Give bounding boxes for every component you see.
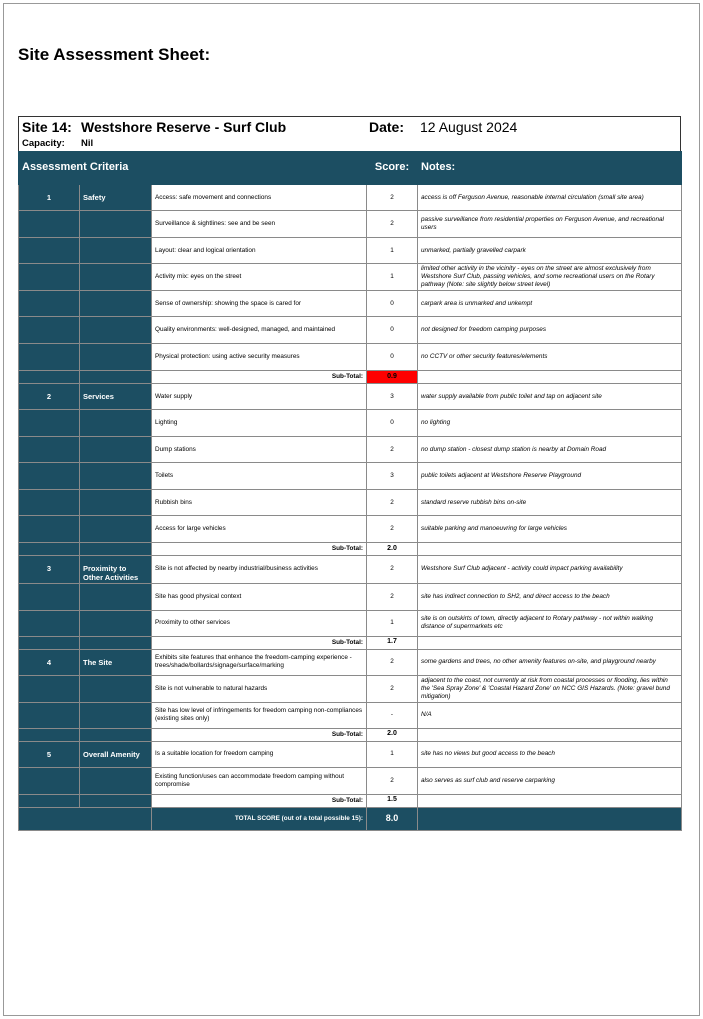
criterion-note: suitable parking and manoeuvring for large vehicles bbox=[418, 516, 682, 543]
table-row bbox=[19, 437, 682, 463]
table-row bbox=[19, 211, 682, 238]
subtotal-row bbox=[19, 543, 682, 556]
criterion-label: Physical protection: using active security measures bbox=[152, 344, 367, 371]
score-header: Score: bbox=[367, 152, 418, 185]
subtotal-row bbox=[19, 794, 682, 807]
section-number-spacer bbox=[19, 371, 80, 384]
criterion-score: 2 bbox=[367, 490, 418, 516]
section-number bbox=[19, 437, 80, 463]
table-row bbox=[19, 649, 682, 675]
criterion-label: Dump stations bbox=[152, 437, 367, 463]
section-category bbox=[80, 317, 152, 344]
section-category bbox=[80, 610, 152, 636]
section-category bbox=[80, 410, 152, 437]
section-number-spacer bbox=[19, 636, 80, 649]
section-category bbox=[80, 463, 152, 490]
criterion-score: 1 bbox=[367, 238, 418, 264]
table-row bbox=[19, 516, 682, 543]
section-number bbox=[19, 767, 80, 794]
criterion-note: no CCTV or other security features/elements bbox=[418, 344, 682, 371]
section-category-spacer bbox=[80, 543, 152, 556]
table-row bbox=[19, 556, 682, 584]
section-number bbox=[19, 344, 80, 371]
criterion-score: - bbox=[367, 702, 418, 728]
subtotal-note bbox=[418, 728, 682, 741]
capacity-label: Capacity: bbox=[22, 138, 65, 149]
criterion-label: Surveillance & sightlines: see and be seen bbox=[152, 211, 367, 238]
subtotal-value: 0.9 bbox=[367, 371, 418, 384]
criterion-label: Existing function/uses can accommodate freedom camping without compromise bbox=[152, 767, 367, 794]
section-number bbox=[19, 211, 80, 238]
criterion-score: 2 bbox=[367, 185, 418, 211]
criterion-note: site is on outskirts of town, directly adjacent to Rotary pathway - not within walking distance of supermarkets etc bbox=[418, 610, 682, 636]
section-number bbox=[19, 490, 80, 516]
criterion-score: 0 bbox=[367, 410, 418, 437]
criterion-note: some gardens and trees, no other amenity features on-site, and playground nearby bbox=[418, 649, 682, 675]
subtotal-note bbox=[418, 543, 682, 556]
subtotal-row bbox=[19, 371, 682, 384]
section-number: 3 bbox=[19, 556, 80, 584]
section-category: Services bbox=[80, 384, 152, 410]
criterion-label: Layout: clear and logical orientation bbox=[152, 238, 367, 264]
section-number bbox=[19, 410, 80, 437]
criterion-note: adjacent to the coast, not currently at risk from coastal processes or flooding, lies within the 'Sea Spray Zone' & 'Coastal Hazard Zone' on NCC GIS Hazards. (Note: gravel bund mitigation) bbox=[418, 675, 682, 702]
criterion-label: Lighting bbox=[152, 410, 367, 437]
section-number bbox=[19, 516, 80, 543]
subtotal-label: Sub-Total: bbox=[152, 543, 367, 556]
date-label: Date: bbox=[369, 119, 405, 135]
site-header bbox=[18, 116, 681, 138]
criterion-score: 3 bbox=[367, 384, 418, 410]
criterion-score: 2 bbox=[367, 583, 418, 610]
table-row bbox=[19, 675, 682, 702]
criterion-score: 2 bbox=[367, 437, 418, 463]
criterion-score: 3 bbox=[367, 463, 418, 490]
table-row bbox=[19, 490, 682, 516]
table-row bbox=[19, 463, 682, 490]
criterion-score: 2 bbox=[367, 516, 418, 543]
criterion-note: water supply available from public toilet and tap on adjacent site bbox=[418, 384, 682, 410]
section-category bbox=[80, 767, 152, 794]
table-row bbox=[19, 410, 682, 437]
subtotal-note bbox=[418, 794, 682, 807]
criterion-note: limited other activity in the vicinity - eyes on the street are almost exclusively from Westshore Surf Club, passing vehicles, and some recreational users on the Rotary pathway (Note: site slightly below street level) bbox=[418, 264, 682, 291]
section-number bbox=[19, 238, 80, 264]
section-number: 1 bbox=[19, 185, 80, 211]
table-row bbox=[19, 238, 682, 264]
section-category bbox=[80, 702, 152, 728]
criterion-note: N/A bbox=[418, 702, 682, 728]
section-category-spacer bbox=[80, 728, 152, 741]
criterion-note: site has no views but good access to the beach bbox=[418, 741, 682, 767]
table-row bbox=[19, 583, 682, 610]
criterion-note: no lighting bbox=[418, 410, 682, 437]
criterion-score: 2 bbox=[367, 767, 418, 794]
criterion-label: Site is not affected by nearby industrial/business activities bbox=[152, 556, 367, 584]
section-category bbox=[80, 291, 152, 317]
criterion-label: Sense of ownership: showing the space is cared for bbox=[152, 291, 367, 317]
criterion-note: carpark area is unmarked and unkempt bbox=[418, 291, 682, 317]
subtotal-row bbox=[19, 636, 682, 649]
criterion-label: Toilets bbox=[152, 463, 367, 490]
table-row bbox=[19, 264, 682, 291]
subtotal-label: Sub-Total: bbox=[152, 371, 367, 384]
table-row bbox=[19, 317, 682, 344]
site-label: Site 14: bbox=[22, 119, 72, 135]
total-note bbox=[418, 807, 682, 830]
criterion-score: 2 bbox=[367, 556, 418, 584]
section-category-spacer bbox=[80, 371, 152, 384]
subtotal-note bbox=[418, 636, 682, 649]
criterion-score: 1 bbox=[367, 264, 418, 291]
subtotal-label: Sub-Total: bbox=[152, 728, 367, 741]
subtotal-label: Sub-Total: bbox=[152, 794, 367, 807]
section-category-spacer bbox=[80, 794, 152, 807]
subtotal-value: 1.5 bbox=[367, 794, 418, 807]
section-number bbox=[19, 610, 80, 636]
subtotal-value: 2.0 bbox=[367, 543, 418, 556]
criterion-label: Site has good physical context bbox=[152, 583, 367, 610]
criterion-note: Westshore Surf Club adjacent - activity could impact parking availability bbox=[418, 556, 682, 584]
section-category bbox=[80, 583, 152, 610]
table-row bbox=[19, 741, 682, 767]
criterion-note: site has indirect connection to SH2, and direct access to the beach bbox=[418, 583, 682, 610]
criterion-score: 0 bbox=[367, 344, 418, 371]
criterion-label: Is a suitable location for freedom camping bbox=[152, 741, 367, 767]
criterion-score: 1 bbox=[367, 741, 418, 767]
criterion-note: passive surveillance from residential properties on Ferguson Avenue, and recreational users bbox=[418, 211, 682, 238]
section-category bbox=[80, 490, 152, 516]
section-number-spacer bbox=[19, 794, 80, 807]
criterion-score: 2 bbox=[367, 211, 418, 238]
criterion-note: public toilets adjacent at Westshore Reserve Playground bbox=[418, 463, 682, 490]
criterion-score: 1 bbox=[367, 610, 418, 636]
section-category bbox=[80, 211, 152, 238]
criterion-note: no dump station - closest dump station is nearby at Domain Road bbox=[418, 437, 682, 463]
criterion-label: Access for large vehicles bbox=[152, 516, 367, 543]
section-category bbox=[80, 344, 152, 371]
criterion-label: Quality environments: well-designed, managed, and maintained bbox=[152, 317, 367, 344]
table-row bbox=[19, 384, 682, 410]
section-category: Overall Amenity bbox=[80, 741, 152, 767]
table-row bbox=[19, 610, 682, 636]
criterion-label: Site is not vulnerable to natural hazards bbox=[152, 675, 367, 702]
criterion-score: 2 bbox=[367, 675, 418, 702]
site-name: Westshore Reserve - Surf Club bbox=[81, 119, 287, 135]
section-number bbox=[19, 583, 80, 610]
page-title: Site Assessment Sheet: bbox=[18, 45, 211, 64]
criterion-score: 0 bbox=[367, 317, 418, 344]
table-row bbox=[19, 185, 682, 211]
section-number-spacer bbox=[19, 543, 80, 556]
criterion-label: Rubbish bins bbox=[152, 490, 367, 516]
capacity-value: Nil bbox=[81, 138, 94, 149]
date-value: 12 August 2024 bbox=[420, 119, 518, 135]
section-number: 2 bbox=[19, 384, 80, 410]
section-number: 5 bbox=[19, 741, 80, 767]
criterion-note: unmarked, partially gravelled carpark bbox=[418, 238, 682, 264]
criterion-score: 2 bbox=[367, 649, 418, 675]
subtotal-note bbox=[418, 371, 682, 384]
section-category bbox=[80, 264, 152, 291]
criterion-score: 0 bbox=[367, 291, 418, 317]
criteria-header: Assessment Criteria bbox=[19, 152, 367, 185]
criterion-label: Water supply bbox=[152, 384, 367, 410]
section-number-spacer bbox=[19, 728, 80, 741]
section-category bbox=[80, 437, 152, 463]
section-category: The Site bbox=[80, 649, 152, 675]
section-category-spacer bbox=[80, 636, 152, 649]
criterion-note: not designed for freedom camping purposes bbox=[418, 317, 682, 344]
table-row bbox=[19, 291, 682, 317]
total-value: 8.0 bbox=[367, 807, 418, 830]
assessment-table bbox=[18, 151, 682, 831]
section-number bbox=[19, 264, 80, 291]
section-number bbox=[19, 291, 80, 317]
section-category bbox=[80, 516, 152, 543]
subtotal-value: 1.7 bbox=[367, 636, 418, 649]
criterion-note: standard reserve rubbish bins on-site bbox=[418, 490, 682, 516]
table-header-row bbox=[19, 152, 682, 185]
criterion-label: Site has low level of infringements for freedom camping non-compliances (existing sites only) bbox=[152, 702, 367, 728]
section-number bbox=[19, 317, 80, 344]
subtotal-row bbox=[19, 728, 682, 741]
section-category: Proximity to Other Activities bbox=[80, 556, 152, 584]
section-number bbox=[19, 463, 80, 490]
criterion-label: Proximity to other services bbox=[152, 610, 367, 636]
subtotal-label: Sub-Total: bbox=[152, 636, 367, 649]
criterion-note: also serves as surf club and reserve carparking bbox=[418, 767, 682, 794]
table-row bbox=[19, 767, 682, 794]
criterion-label: Access: safe movement and connections bbox=[152, 185, 367, 211]
criterion-note: access is off Ferguson Avenue, reasonable internal circulation (small site area) bbox=[418, 185, 682, 211]
section-number bbox=[19, 675, 80, 702]
capacity-row bbox=[18, 138, 681, 151]
subtotal-value: 2.0 bbox=[367, 728, 418, 741]
section-category: Safety bbox=[80, 185, 152, 211]
section-number: 4 bbox=[19, 649, 80, 675]
section-category bbox=[80, 238, 152, 264]
criterion-label: Exhibits site features that enhance the freedom-camping experience - trees/shade/bollards/signage/surface/marking bbox=[152, 649, 367, 675]
total-label: TOTAL SCORE (out of a total possible 15): bbox=[152, 807, 367, 830]
total-row bbox=[19, 807, 682, 830]
criterion-label: Activity mix: eyes on the street bbox=[152, 264, 367, 291]
total-spacer bbox=[19, 807, 152, 830]
section-category bbox=[80, 675, 152, 702]
section-number bbox=[19, 702, 80, 728]
notes-header: Notes: bbox=[418, 152, 682, 185]
table-row bbox=[19, 344, 682, 371]
table-row bbox=[19, 702, 682, 728]
assessment-sheet bbox=[18, 116, 681, 831]
